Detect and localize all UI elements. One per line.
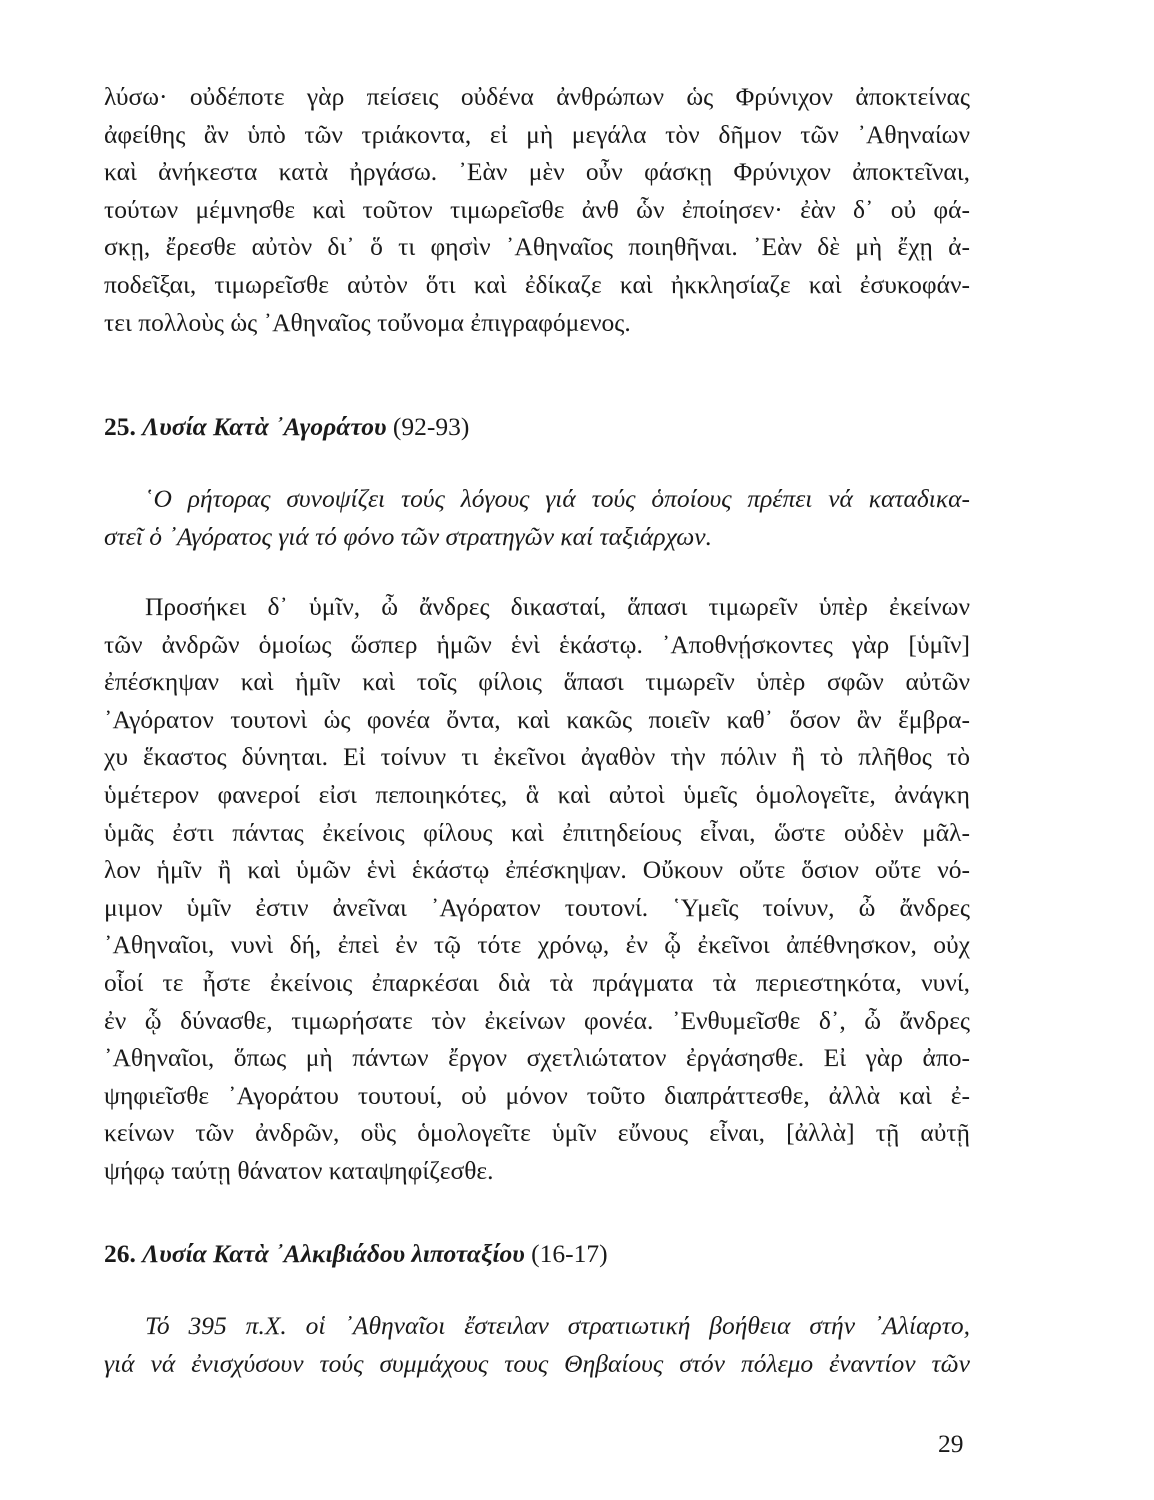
- text-line: ὑμέτερον φανεροί εἰσι πεποιηκότες, ἃ καὶ αὐτοὶ ὑμεῖς ὁμολογεῖτε, ἀνάγκη: [104, 779, 970, 809]
- text-line: ἐπέσκηψαν καὶ ἡμῖν καὶ τοῖς φίλοις ἅπασι τιμωρεῖν ὑπὲρ σφῶν αὐτῶν: [104, 667, 970, 697]
- text-line: λον ἡμῖν ἢ καὶ ὑμῶν ἑνὶ ἑκάστῳ ἐπέσκηψαν. Οὔκουν οὔτε ὅσιον οὔτε νό-: [104, 855, 970, 885]
- text-line: τούτων μέμνησθε καὶ τοῦτον τιμωρεῖσθε ἀνθ ὧν ἐποίησεν· ἐὰν δ᾿ οὐ φά-: [104, 194, 970, 224]
- text-line: ᾿Αγόρατον τουτονὶ ὡς φονέα ὄντα, καὶ κακῶς ποιεῖν καθ᾿ ὅσον ἂν ἕμβρα-: [104, 704, 970, 734]
- continuation-paragraph: [104, 78, 970, 341]
- section-title: Λυσία Κατὰ ᾿Αγοράτου: [142, 412, 387, 441]
- summary-line: ῾Ο ρήτορας συνοψίζει τούς λόγους γιά τούς ὁποίους πρέπει νά καταδικα-: [145, 484, 970, 513]
- text-line: ἐν ᾧ δύνασθε, τιμωρήσατε τὸν ἐκείνων φονέα. ᾿Ενθυμεῖσθε δ᾿, ὦ ἄνδρες: [104, 1005, 970, 1035]
- section-26-summary: [104, 1307, 970, 1382]
- text-line: λύσω· οὐδέποτε γὰρ πείσεις οὐδένα ἀνθρώπων ὡς Φρύνιχον ἀποκτείνας: [104, 82, 970, 111]
- section-number: 25.: [104, 412, 136, 441]
- text-line: κείνων τῶν ἀνδρῶν, οὓς ὁμολογεῖτε ὑμῖν εὔνους εἶναι, [ἀλλὰ] τῇ αὐτῇ: [104, 1118, 970, 1148]
- summary-line: Τό 395 π.Χ. οἱ ᾿Αθηναῖοι ἔστειλαν στρατιωτική βοήθεια στήν ᾿Αλίαρτο,: [145, 1311, 970, 1340]
- text-line: ᾿Αθηναῖοι, νυνὶ δή, ἐπεὶ ἐν τῷ τότε χρόνῳ, ἐν ᾧ ἐκεῖνοι ἀπέθνησκον, οὐχ: [104, 930, 970, 960]
- summary-line: στεῖ ὁ ᾿Αγόρατος γιά τό φόνο τῶν στρατηγῶν καί ταξιάρχων.: [104, 521, 713, 551]
- text-line: ψηφιεῖσθε ᾿Αγοράτου τουτουί, οὐ μόνον τοῦτο διαπράττεσθε, ἀλλὰ καὶ ἐ-: [104, 1080, 970, 1110]
- section-range: (92-93): [392, 412, 470, 441]
- text-line: χυ ἕκαστος δύνηται. Εἰ τοίνυν τι ἐκεῖνοι ἀγαθὸν τὴν πόλιν ἢ τὸ πλῆθος τὸ: [104, 742, 970, 772]
- text-line: μιμον ὑμῖν ἐστιν ἀνεῖναι ᾿Αγόρατον τουτονί. ῾Υμεῖς τοίνυν, ὦ ἄνδρες: [104, 892, 970, 922]
- section-25-summary: [104, 480, 970, 555]
- section-title: Λυσία Κατὰ ᾿Αλκιβιάδου λιποταξίου: [142, 1239, 525, 1268]
- text-line: καὶ ἀνήκεστα κατὰ ἠργάσω. ᾿Εὰν μὲν οὖν φάσκῃ Φρύνιχον ἀποκτεῖναι,: [104, 157, 970, 187]
- text-line: σκῃ, ἔρεσθε αὐτὸν δι᾿ ὅ τι φησὶν ᾿Αθηναῖος ποιηθῆναι. ᾿Εὰν δὲ μὴ ἔχῃ ἀ-: [104, 232, 970, 262]
- text-line: ποδεῖξαι, τιμωρεῖσθε αὐτὸν ὅτι καὶ ἐδίκαζε καὶ ἠκκλησίαζε καὶ ἐσυκοφάν-: [104, 269, 970, 299]
- text-line: τῶν ἀνδρῶν ὁμοίως ὥσπερ ἡμῶν ἑνὶ ἑκάστῳ. ᾿Αποθνῄσκοντες γὰρ [ὑμῖν]: [104, 629, 970, 659]
- text-line: ᾿Αθηναῖοι, ὅπως μὴ πάντων ἔργον σχετλιώτατον ἐργάσησθε. Εἰ γὰρ ἀπο-: [104, 1043, 970, 1073]
- section-range: (16-17): [531, 1239, 608, 1268]
- text-line: οἷοί τε ἦστε ἐκείνοις ἐπαρκέσαι διὰ τὰ πράγματα τὰ περιεστηκότα, νυνί,: [104, 967, 970, 997]
- text-line: ψήφῳ ταύτῃ θάνατον καταψηφίζεσθε.: [104, 1155, 494, 1185]
- text-line: τει πολλοὺς ὡς ᾿Αθηναῖος τοὔνομα ἐπιγραφόμενος.: [104, 307, 631, 337]
- page-number: 29: [938, 1429, 964, 1458]
- summary-line: γιά νά ἐνισχύσουν τούς συμμάχους τους Θηβαίους στόν πόλεμο ἐναντίον τῶν: [104, 1348, 970, 1378]
- section-26-heading: [104, 1235, 608, 1273]
- text-line: ὑμᾶς ἐστι πάντας ἐκείνοις φίλους καὶ ἐπιτηδείους εἶναι, ὥστε οὐδὲν μᾶλ-: [104, 817, 970, 847]
- section-25-text: [104, 588, 970, 1190]
- section-number: 26.: [104, 1239, 136, 1268]
- text-line: ἀφείθης ἂν ὑπὸ τῶν τριάκοντα, εἰ μὴ μεγάλα τὸν δῆμον τῶν ᾿Αθηναίων: [104, 119, 970, 149]
- section-25-heading: [104, 408, 469, 446]
- text-line: Προσήκει δ᾿ ὑμῖν, ὦ ἄνδρες δικασταί, ἅπασι τιμωρεῖν ὑπὲρ ἐκείνων: [145, 592, 970, 621]
